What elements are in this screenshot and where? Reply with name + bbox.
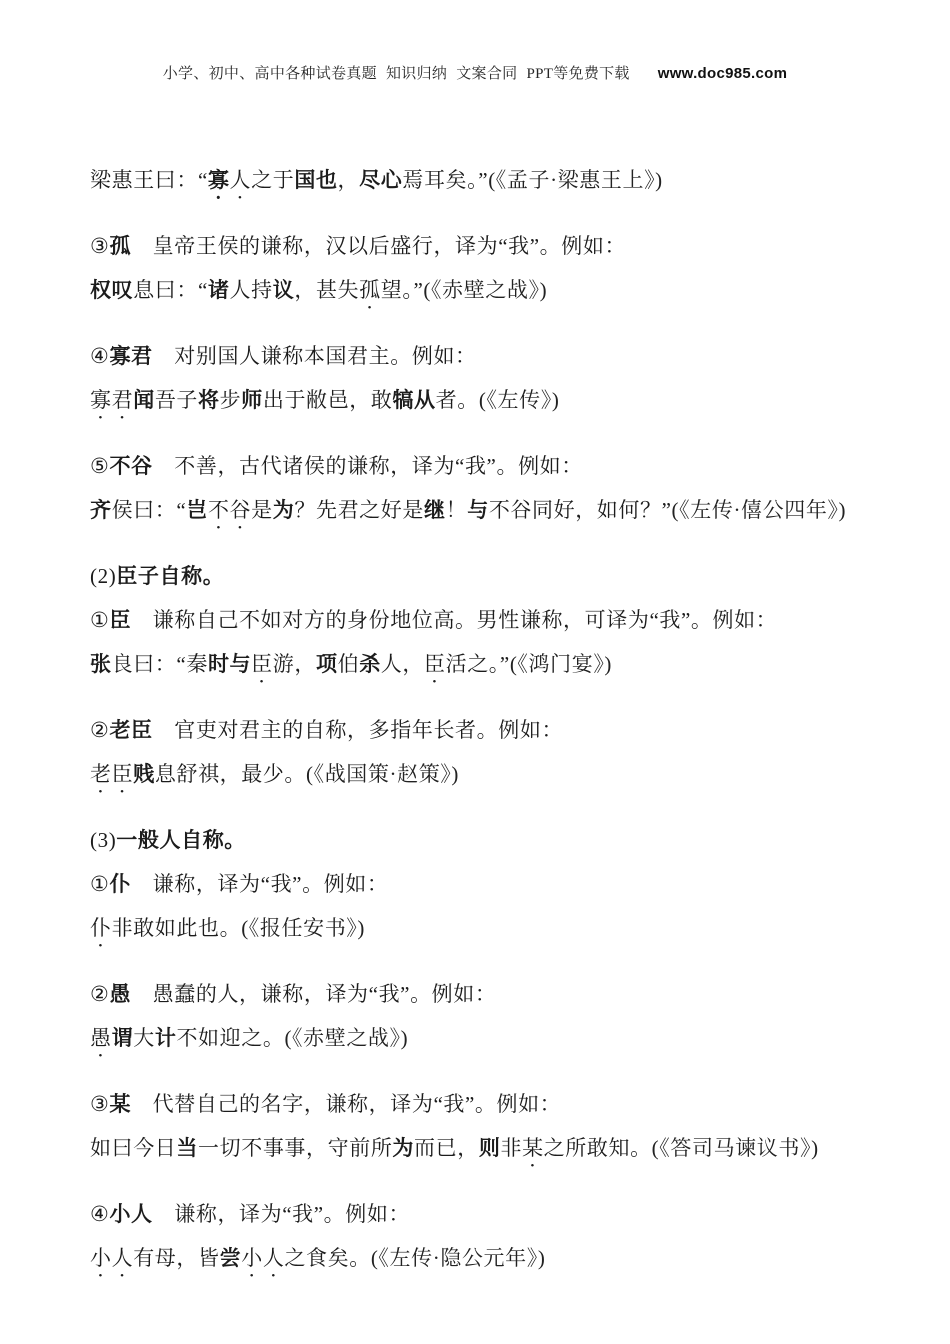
- header-site-link[interactable]: www.doc985.com: [657, 65, 788, 82]
- plain-text: 人持: [229, 278, 273, 302]
- bold-text: 孤: [109, 235, 132, 258]
- bold-text: 师: [241, 389, 263, 412]
- plain-text: 大: [133, 1026, 155, 1050]
- plain-text: 活之。”: [445, 652, 510, 676]
- plain-text: 是: [251, 498, 273, 522]
- plain-text: 一切不事事，守前所: [198, 1136, 393, 1160]
- plain-text: 焉耳矣。”: [402, 168, 489, 192]
- plain-text: 步: [219, 388, 242, 412]
- emphasized-word: 臣: [251, 652, 273, 676]
- bold-text: 某: [109, 1093, 132, 1116]
- definition-paragraph: [90, 606, 880, 635]
- plain-text: 侯曰：“: [111, 498, 187, 522]
- plain-text: 如曰今日: [90, 1136, 177, 1160]
- plain-text: 愚蠢的人，谦称，译为“我”。例如：: [131, 982, 497, 1006]
- plain-text: (2): [90, 564, 117, 588]
- citation-text: (《左传·隐公元年》): [370, 1246, 546, 1270]
- plain-text: 伯: [337, 652, 360, 676]
- plain-text: 吾子: [154, 388, 199, 412]
- plain-text: 之食矣。: [284, 1246, 371, 1270]
- citation-text: (《报任安书》): [241, 916, 366, 940]
- plain-text: 游，: [272, 652, 316, 676]
- plain-text: 皇帝王侯的谦称，汉以后盛行，译为“我”。例如：: [131, 234, 627, 258]
- emphasized-word: 臣: [424, 652, 446, 676]
- citation-text: (《孟子·梁惠王上》): [488, 168, 663, 192]
- header-tagline: 小学、初中、高中各种试卷真题 知识归纳 文案合同 PPT等免费下载: [162, 66, 630, 82]
- bold-text: 则: [478, 1137, 501, 1160]
- citation-text: (《战国策·赵策》): [306, 762, 459, 786]
- bold-text: 国也: [294, 169, 338, 192]
- plain-text: ？先君之好是: [294, 498, 424, 522]
- plain-text: 梁惠王曰：“: [90, 168, 208, 192]
- document-body: [90, 166, 880, 1282]
- example-paragraph: [90, 914, 880, 952]
- definition-paragraph: [90, 716, 880, 745]
- plain-text: ①: [90, 872, 110, 896]
- plain-text: 谦称，译为“我”。例如：: [152, 1202, 411, 1226]
- plain-text: 有母，皆: [133, 1246, 220, 1270]
- emphasized-word: 小人: [241, 1246, 285, 1270]
- example-paragraph: [90, 496, 880, 534]
- citation-text: (《左传》): [478, 388, 560, 412]
- plain-text: 不善，古代诸侯的谦称，译为“我”。例如：: [152, 454, 583, 478]
- plain-text: ，: [337, 168, 360, 192]
- plain-text: 息舒祺，最少。: [154, 762, 307, 786]
- plain-text: ①: [90, 608, 110, 632]
- bold-text: 时与: [207, 653, 252, 676]
- bold-text: 一般人自称。: [116, 829, 246, 852]
- bold-text: 项: [315, 653, 338, 676]
- bold-text: 继: [423, 499, 446, 522]
- plain-text: ②: [90, 982, 110, 1006]
- plain-text: ③: [90, 1092, 110, 1116]
- section-paragraph: [90, 826, 880, 855]
- plain-text: (3): [90, 828, 117, 852]
- bold-text: 犒从: [392, 389, 436, 412]
- plain-text: 非敢如此也。: [111, 916, 242, 940]
- plain-text: 之于: [251, 168, 295, 192]
- bold-text: 不谷: [109, 455, 153, 478]
- definition-paragraph: [90, 1200, 880, 1229]
- definition-paragraph: [90, 1090, 880, 1119]
- definition-paragraph: [90, 232, 880, 261]
- bold-text: 齐: [90, 499, 112, 522]
- bold-text: 尝: [219, 1247, 242, 1270]
- citation-text: (《赤壁之战》): [284, 1026, 409, 1050]
- example-paragraph: [90, 1024, 880, 1062]
- bold-text: 臣子自称。: [116, 565, 225, 588]
- bold-text: 臣: [109, 609, 132, 632]
- emphasized-word: 不谷: [207, 498, 252, 522]
- bold-text: 老臣: [109, 719, 153, 742]
- definition-paragraph: [90, 980, 880, 1009]
- plain-text: 不谷同好，如何？”: [488, 498, 672, 522]
- example-paragraph: [90, 1134, 880, 1172]
- definition-paragraph: [90, 870, 880, 899]
- plain-text: ②: [90, 718, 110, 742]
- plain-text: ，甚失: [294, 278, 360, 302]
- plain-text: 息曰：“: [133, 278, 208, 302]
- emphasized-word: 老臣: [90, 762, 134, 786]
- emphasized-word: 寡: [207, 169, 230, 192]
- emphasized-word: 孤: [359, 278, 381, 302]
- page-header: [0, 62, 950, 83]
- bold-text: 议: [272, 279, 295, 302]
- emphasized-word: 某: [522, 1136, 544, 1160]
- bold-text: 为: [272, 499, 295, 522]
- plain-text: 非: [500, 1136, 523, 1160]
- plain-text: 谦称自己不如对方的身份地位高。男性谦称，可译为“我”。例如：: [131, 608, 778, 632]
- bold-text: 贱: [133, 763, 155, 786]
- example-paragraph: [90, 386, 880, 424]
- bold-text: 权叹: [90, 279, 134, 302]
- emphasized-word: 愚: [90, 1026, 112, 1050]
- emphasized-word: 小人: [90, 1246, 134, 1270]
- definition-paragraph: [90, 342, 880, 371]
- plain-text: 出于敝邑，敢: [262, 388, 393, 412]
- bold-text: 杀: [359, 653, 381, 676]
- bold-text: 岂: [186, 499, 208, 522]
- bold-text: 尽心: [359, 169, 403, 192]
- bold-text: 仆: [109, 873, 132, 896]
- citation-text: (《赤壁之战》): [423, 278, 548, 302]
- plain-text: 者。: [435, 388, 479, 412]
- bold-text: 将: [198, 389, 220, 412]
- example-paragraph: [90, 1244, 880, 1282]
- bold-text: 闻: [133, 389, 155, 412]
- bold-text: 诸: [207, 279, 230, 302]
- bold-text: 当: [176, 1137, 199, 1160]
- plain-text: 官吏对君主的自称，多指年长者。例如：: [152, 718, 564, 742]
- plain-text: 不如迎之。: [176, 1026, 285, 1050]
- plain-text: 良曰：“: [111, 652, 187, 676]
- plain-text: 对别国人谦称本国君主。例如：: [152, 344, 477, 368]
- plain-text: ⑤: [90, 454, 110, 478]
- plain-text: ④: [90, 344, 110, 368]
- bold-text: 为: [392, 1137, 415, 1160]
- plain-text: ！: [445, 498, 468, 522]
- example-paragraph: [90, 166, 880, 204]
- example-paragraph: [90, 760, 880, 798]
- citation-text: (《左传·僖公四年》): [671, 498, 847, 522]
- plain-text: 谦称，译为“我”。例如：: [131, 872, 389, 896]
- example-paragraph: [90, 650, 880, 688]
- emphasized-word: 人: [229, 168, 252, 192]
- bold-text: 寡君: [109, 345, 153, 368]
- plain-text: 望。”: [380, 278, 424, 302]
- bold-text: 小人: [109, 1203, 153, 1226]
- bold-text: 愚: [109, 983, 132, 1006]
- plain-text: 之所敢知。: [543, 1136, 652, 1160]
- plain-text: 代替自己的名字，谦称，译为“我”。例如：: [131, 1092, 562, 1116]
- example-paragraph: [90, 276, 880, 314]
- emphasized-word: 寡君: [90, 388, 134, 412]
- plain-text: ④: [90, 1202, 110, 1226]
- bold-text: 与: [467, 499, 489, 522]
- definition-paragraph: [90, 452, 880, 481]
- citation-text: (《答司马谏议书》): [651, 1136, 819, 1160]
- emphasized-word: 仆: [90, 916, 112, 940]
- section-paragraph: [90, 562, 880, 591]
- bold-text: 张: [90, 653, 112, 676]
- citation-text: (《鸿门宴》): [509, 652, 613, 676]
- plain-text: 人，: [380, 652, 424, 676]
- plain-text: ③: [90, 234, 110, 258]
- bold-text: 谓: [111, 1027, 134, 1050]
- plain-text: 秦: [186, 652, 208, 676]
- bold-text: 计: [154, 1027, 177, 1050]
- plain-text: 而已，: [414, 1136, 479, 1160]
